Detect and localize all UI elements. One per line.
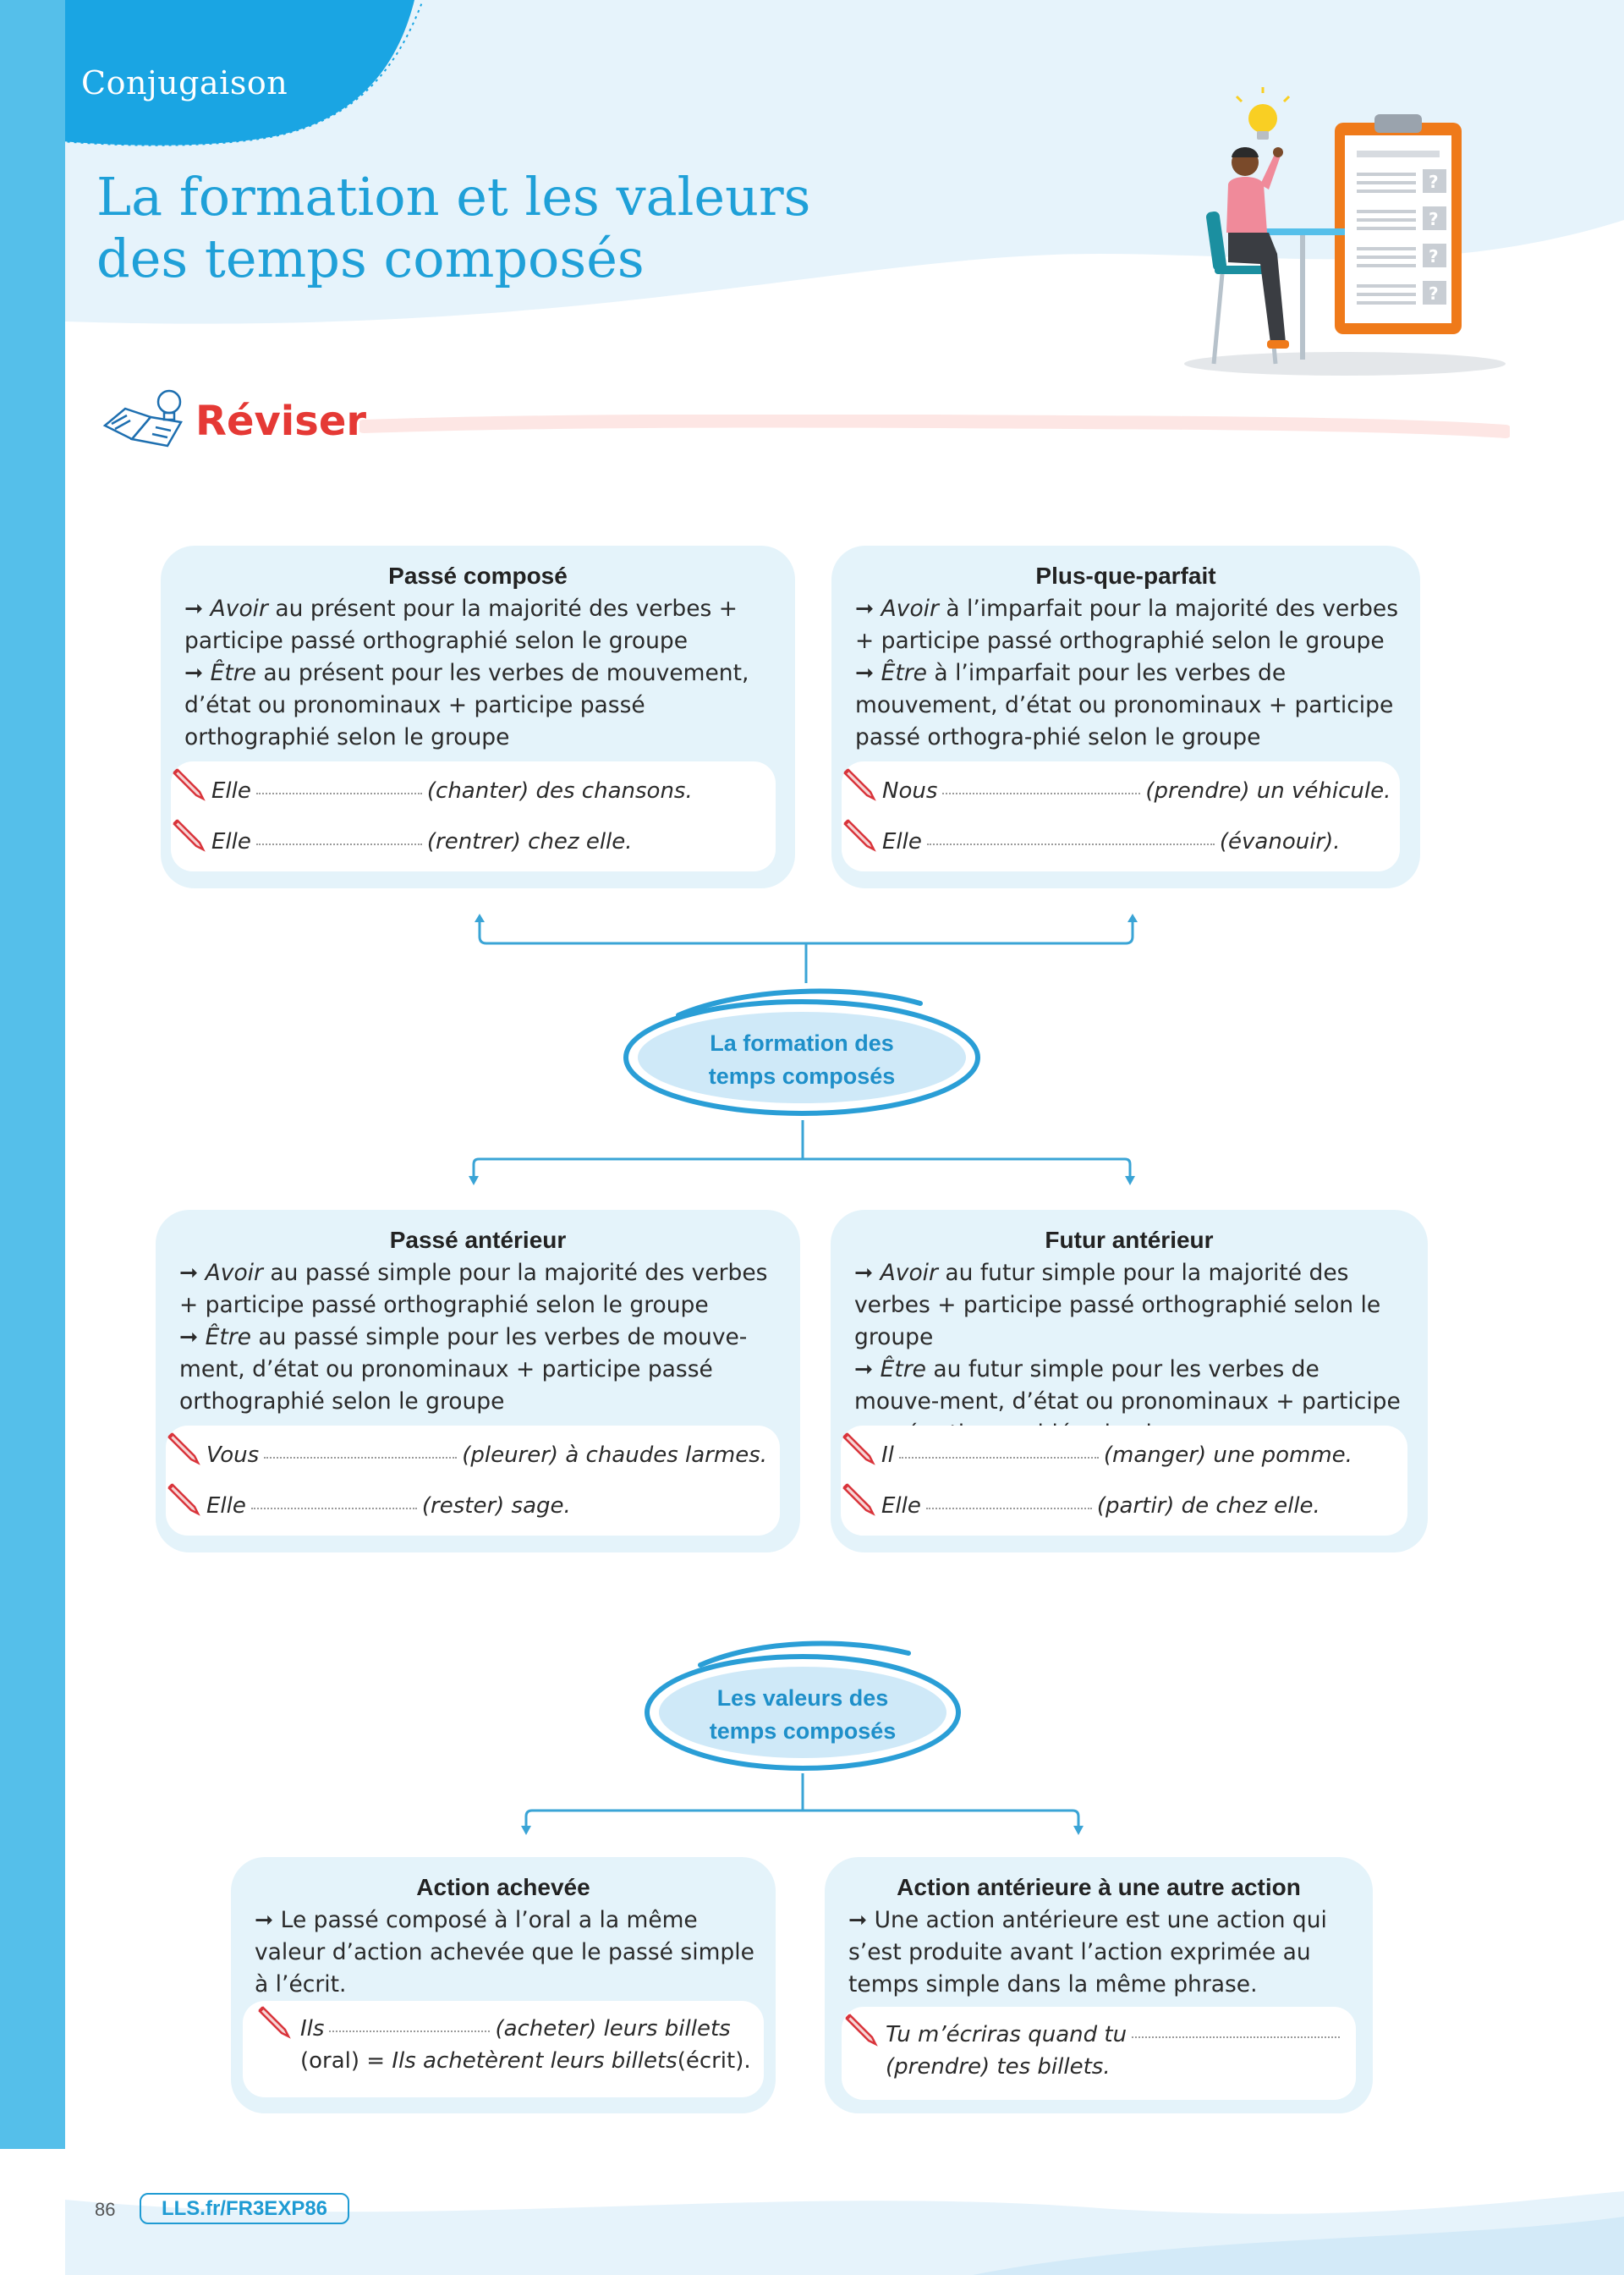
rule-verb: Être bbox=[880, 1356, 926, 1382]
exercise-line-2 bbox=[886, 2054, 1111, 2080]
pen-icon bbox=[167, 1481, 203, 1517]
exercise-end: (partir) de chez elle. bbox=[1096, 1493, 1320, 1519]
exercise-end: (prendre) tes billets. bbox=[886, 2054, 1111, 2080]
hub-valeurs-label bbox=[693, 1682, 913, 1748]
card-title: Action antérieure à une autre action bbox=[897, 1874, 1301, 1900]
exercise-line-2 bbox=[300, 2048, 751, 2074]
exercise-line bbox=[211, 829, 633, 854]
exercise-end: (manger) une pomme. bbox=[1103, 1442, 1352, 1468]
answer-blank[interactable] bbox=[329, 2030, 490, 2032]
section-label: Conjugaison bbox=[81, 64, 288, 102]
exercise-box bbox=[842, 2007, 1356, 2100]
hub-valeurs-line1: Les valeurs des bbox=[716, 1685, 889, 1711]
page-title-line2: des temps composés bbox=[96, 228, 645, 289]
exercise-line bbox=[211, 778, 693, 804]
reviser-heading: Réviser bbox=[195, 398, 367, 445]
page-number: 86 bbox=[95, 2199, 116, 2220]
exercise-end: (rentrer) chez elle. bbox=[426, 829, 633, 854]
rule-verb: Être bbox=[205, 1324, 251, 1350]
rule-text: à l’imparfait pour les verbes de mouvement, d’état ou pronominaux + participe passé orthogra-phié selon le groupe bbox=[855, 660, 1394, 750]
exercise-line bbox=[206, 1442, 767, 1468]
rule-text: à l’imparfait pour la majorité des verbes + participe passé orthographié selon le groupe bbox=[855, 596, 1399, 654]
hub-formation bbox=[619, 981, 985, 1122]
exercise-start: Nous bbox=[882, 778, 938, 804]
card-title: Passé antérieur bbox=[389, 1227, 567, 1253]
exercise-line bbox=[300, 2016, 731, 2041]
exercise-end: (évanouir). bbox=[1219, 829, 1341, 854]
answer-blank[interactable] bbox=[264, 1457, 457, 1459]
card-title: Action achevée bbox=[416, 1874, 590, 1900]
exercise-line bbox=[886, 2022, 1345, 2047]
rule-verb: Avoir bbox=[881, 596, 939, 622]
answer-blank[interactable] bbox=[256, 844, 422, 845]
card-title: Passé composé bbox=[388, 563, 568, 589]
exercise-box bbox=[841, 1426, 1407, 1536]
card-action-anterieure bbox=[825, 1857, 1373, 2113]
svg-text:?: ? bbox=[1429, 209, 1439, 229]
card-passe-anterieur bbox=[156, 1210, 800, 1552]
exercise-line bbox=[882, 829, 1341, 854]
page-title-line1: La formation et les valeurs bbox=[96, 166, 811, 228]
hub-valeurs-line2: temps composés bbox=[709, 1718, 897, 1744]
exercise-box bbox=[243, 2001, 764, 2097]
pen-icon bbox=[845, 2012, 881, 2047]
rule-text: au présent pour la majorité des verbes + participe passé orthographié selon le groupe bbox=[184, 596, 738, 654]
exercise-line bbox=[882, 778, 1391, 804]
card-title: Plus-que-parfait bbox=[1035, 563, 1216, 589]
exercise-text-italic: Ils achetèrent leurs billets bbox=[392, 2048, 678, 2074]
svg-text:?: ? bbox=[1429, 283, 1439, 304]
card-title: Futur antérieur bbox=[1045, 1227, 1214, 1253]
answer-blank[interactable] bbox=[899, 1457, 1099, 1459]
rule-verb: Être bbox=[881, 660, 927, 686]
pen-icon bbox=[173, 767, 208, 802]
exercise-start: Elle bbox=[882, 829, 922, 854]
rule-text: au passé simple pour les verbes de mouve-ment, d’état ou pronominaux + participe passé orthographié selon le groupe bbox=[179, 1324, 748, 1415]
card-action-achevee bbox=[231, 1857, 776, 2113]
exercise-start: Elle bbox=[881, 1493, 921, 1519]
svg-text:?: ? bbox=[1429, 172, 1439, 192]
rule-text: Une action antérieure est une action qui s’est produite avant l’action exprimée au temps simple dans la même phrase. bbox=[848, 1907, 1327, 1997]
card-futur-anterieur bbox=[831, 1210, 1428, 1552]
exercise-end: (pleurer) à chaudes larmes. bbox=[462, 1442, 768, 1468]
pen-icon bbox=[258, 2004, 294, 2040]
card-rule: ➞ Le passé composé à l’oral a la même valeur d’action achevée que le passé simple à l’écrit. bbox=[255, 1907, 754, 1997]
exercise-start: Vous bbox=[206, 1442, 260, 1468]
exercise-box bbox=[171, 761, 776, 871]
card-passe-compose bbox=[161, 546, 795, 888]
answer-blank[interactable] bbox=[1132, 2036, 1340, 2038]
card-rule: ➞ Avoir à l’imparfait pour la majorité des verbes + participe passé orthographié selon le groupe ➞ Être à l’imparfait pour les verbes de mouvement, d’état ou pronominaux + participe passé orthogra-phié selon le groupe bbox=[855, 596, 1399, 750]
rule-verb: Avoir bbox=[210, 596, 268, 622]
rule-verb: Avoir bbox=[205, 1260, 263, 1286]
pen-icon bbox=[842, 1481, 878, 1517]
exercise-line bbox=[206, 1493, 571, 1519]
exercise-start: Tu m’écriras quand tu bbox=[886, 2022, 1127, 2047]
exercise-end: (rester) sage. bbox=[421, 1493, 571, 1519]
answer-blank[interactable] bbox=[927, 844, 1215, 845]
exercise-box bbox=[842, 761, 1400, 871]
card-rule: ➞ Avoir au présent pour la majorité des verbes + participe passé orthographié selon le groupe ➞ Être au présent pour les verbes de mouvement, d’état ou pronominaux + participe passé orthographié selon le groupe bbox=[184, 596, 749, 750]
rule-verb: Être bbox=[210, 660, 256, 686]
card-rule: ➞ Avoir au passé simple pour la majorité des verbes + participe passé orthographié selon le groupe ➞ Être au passé simple pour les verbes de mouve-ment, d’état ou pronominaux + participe passé orthographié selon le groupe bbox=[179, 1260, 768, 1415]
footer-link[interactable]: LLS.fr/FR3EXP86 bbox=[140, 2193, 349, 2224]
hub-formation-line2: temps composés bbox=[708, 1063, 896, 1089]
pen-icon bbox=[843, 817, 879, 853]
exercise-line bbox=[881, 1442, 1352, 1468]
pen-icon bbox=[167, 1431, 203, 1466]
card-rule: ➞ Avoir au futur simple pour la majorité des verbes + participe passé orthographié selon le groupe ➞ Être au futur simple pour les verbes de mouve-ment, d’état ou pronominaux + participe bbox=[848, 1257, 1411, 1450]
pen-icon bbox=[842, 1431, 878, 1466]
pen-icon bbox=[173, 817, 208, 853]
exercise-start: Il bbox=[881, 1442, 894, 1468]
exercise-line bbox=[881, 1493, 1320, 1519]
exercise-box bbox=[166, 1426, 780, 1536]
svg-text:?: ? bbox=[1429, 246, 1439, 267]
pen-icon bbox=[843, 767, 879, 802]
answer-blank[interactable] bbox=[251, 1508, 417, 1509]
rule-text: Le passé composé à l’oral a la même valeur d’action achevée que le passé simple à l’écrit. bbox=[255, 1907, 754, 1997]
card-plus-que-parfait bbox=[831, 546, 1420, 888]
hub-formation-label bbox=[692, 1027, 912, 1093]
exercise-text: (oral) = bbox=[300, 2048, 386, 2074]
rule-text: au futur simple pour la majorité des verbes + participe passé orthographié selon le groupe bbox=[854, 1260, 1381, 1350]
card-rule: ➞ Une action antérieure est une action qui s’est produite avant l’action exprimée au temps simple dans la même phrase. bbox=[848, 1907, 1327, 1997]
exercise-start: Ils bbox=[300, 2016, 325, 2041]
exercise-end: (acheter) leurs billets bbox=[495, 2016, 731, 2041]
answer-blank[interactable] bbox=[942, 793, 1140, 794]
answer-blank[interactable] bbox=[926, 1508, 1092, 1509]
rule-verb: Avoir bbox=[880, 1260, 938, 1286]
exercise-end: (chanter) des chansons. bbox=[426, 778, 693, 804]
exercise-end: (prendre) un véhicule. bbox=[1145, 778, 1391, 804]
rule-text: au passé simple pour la majorité des verbes + participe passé orthographié selon le groupe bbox=[179, 1260, 768, 1318]
rule-text: au présent pour les verbes de mouvement, d’état ou pronominaux + participe passé orthographié selon le groupe bbox=[184, 660, 749, 750]
answer-blank[interactable] bbox=[256, 793, 422, 794]
exercise-start: Elle bbox=[206, 1493, 246, 1519]
hub-formation-line1: La formation des bbox=[710, 1030, 894, 1056]
exercise-start: Elle bbox=[211, 829, 251, 854]
exercise-start: Elle bbox=[211, 778, 251, 804]
exercise-text: (écrit). bbox=[677, 2048, 751, 2074]
hub-valeurs bbox=[641, 1635, 964, 1775]
rule-text: au futur simple pour les verbes de mouve-ment, d’état ou pronominaux + participe bbox=[854, 1356, 1401, 1415]
